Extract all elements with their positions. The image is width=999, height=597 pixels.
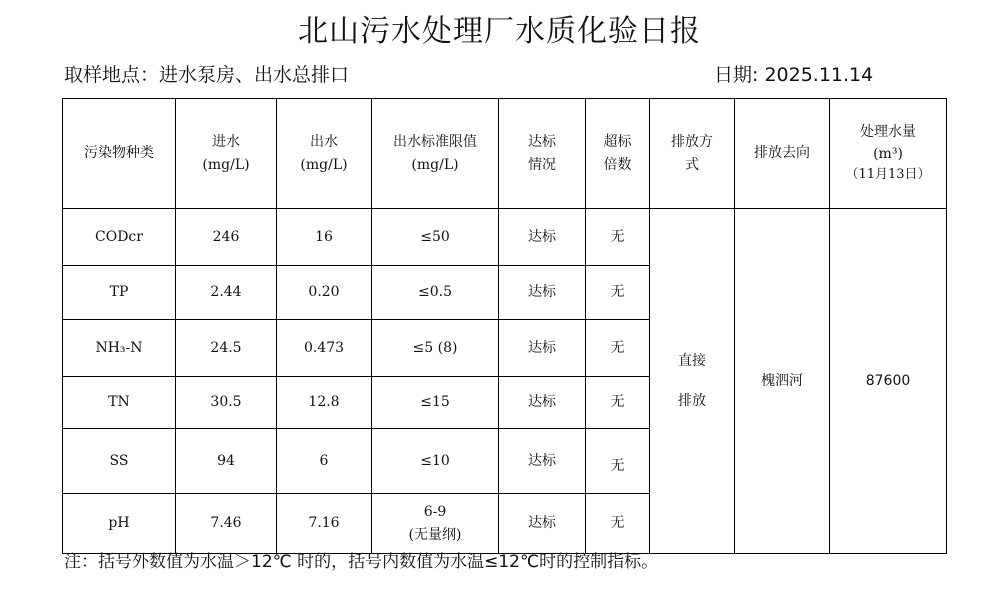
header-outflow	[277, 99, 372, 209]
header-discharge-method	[650, 99, 735, 209]
compliance-status: 达标	[499, 209, 586, 266]
header-outflow-unit: (mg/L)	[300, 156, 348, 173]
sampling-location: 取样地点：进水泵房、出水总排口	[64, 64, 350, 86]
pollutant-name: CODcr	[63, 209, 176, 266]
limit-range: 6-9	[423, 504, 447, 521]
limit-unit-note: (无量纲)	[408, 526, 462, 543]
header-inflow-label: 进水	[212, 134, 240, 151]
compliance-status: 达标	[499, 266, 586, 320]
limit-value: ≤15	[372, 377, 499, 429]
limit-value: ≤50	[372, 209, 499, 266]
outflow-value: 12.8	[277, 377, 372, 429]
compliance-status: 达标	[499, 377, 586, 429]
header-discharge-method-line2: 式	[685, 156, 699, 173]
outflow-value: 16	[277, 209, 372, 266]
exceed-multiple: 无	[586, 377, 650, 429]
inflow-value: 7.46	[176, 494, 277, 554]
compliance-status: 达标	[499, 429, 586, 494]
water-quality-table	[62, 98, 947, 554]
header-pollutant: 污染物种类	[63, 99, 176, 209]
pollutant-name: SS	[63, 429, 176, 494]
pollutant-name: TN	[63, 377, 176, 429]
header-compliance-line2: 情况	[528, 156, 556, 173]
discharge-method	[650, 209, 735, 554]
outflow-value: 6	[277, 429, 372, 494]
header-volume-unit: (m³)	[873, 146, 903, 163]
header-exceed-line2: 倍数	[603, 156, 632, 173]
header-exceed	[586, 99, 650, 209]
exceed-multiple: 无	[586, 266, 650, 320]
treated-volume: 87600	[830, 209, 947, 554]
header-discharge-to: 排放去向	[735, 99, 830, 209]
header-discharge-method-line1: 排放方	[671, 134, 713, 151]
compliance-status: 达标	[499, 320, 586, 377]
outflow-value: 0.20	[277, 266, 372, 320]
inflow-value: 94	[176, 429, 277, 494]
footnote: 注：括号外数值为水温＞12℃ 时的，括号内数值为水温≤12℃时的控制指标。	[64, 552, 659, 572]
exceed-multiple: 无	[586, 320, 650, 377]
header-volume-title: 处理水量	[860, 123, 916, 140]
limit-value: ≤10	[372, 429, 499, 494]
header-volume	[830, 99, 947, 209]
discharge-method-line2: 排放	[678, 393, 706, 409]
exceed-multiple: 无	[586, 209, 650, 266]
limit-value	[372, 494, 499, 554]
inflow-value: 30.5	[176, 377, 277, 429]
discharge-destination: 槐泗河	[735, 209, 830, 554]
header-outflow-label: 出水	[310, 134, 338, 151]
header-limit-label: 出水标准限值	[393, 134, 477, 151]
inflow-value: 2.44	[176, 266, 277, 320]
header-inflow-unit: (mg/L)	[202, 156, 250, 173]
limit-value: ≤5 (8)	[372, 320, 499, 377]
pollutant-name: TP	[63, 266, 176, 320]
exceed-multiple: 无	[586, 494, 650, 554]
pollutant-name: NH₃-N	[63, 320, 176, 377]
header-compliance	[499, 99, 586, 209]
limit-value: ≤0.5	[372, 266, 499, 320]
pollutant-name: pH	[63, 494, 176, 554]
report-date: 日期: 2025.11.14	[714, 64, 874, 86]
report-title: 北山污水处理厂水质化验日报	[298, 14, 701, 49]
header-volume-date: （11月13日）	[845, 167, 931, 183]
header-limit-unit: (mg/L)	[411, 156, 459, 173]
header-inflow	[176, 99, 277, 209]
table-header-row	[63, 99, 947, 209]
table-row	[63, 209, 947, 266]
header-exceed-line1: 超标	[603, 134, 632, 151]
compliance-status: 达标	[499, 494, 586, 554]
header-compliance-line1: 达标	[528, 134, 556, 151]
discharge-method-line1: 直接	[678, 352, 706, 369]
inflow-value: 246	[176, 209, 277, 266]
exceed-multiple: 无	[586, 429, 650, 494]
outflow-value: 0.473	[277, 320, 372, 377]
inflow-value: 24.5	[176, 320, 277, 377]
header-limit	[372, 99, 499, 209]
outflow-value: 7.16	[277, 494, 372, 554]
